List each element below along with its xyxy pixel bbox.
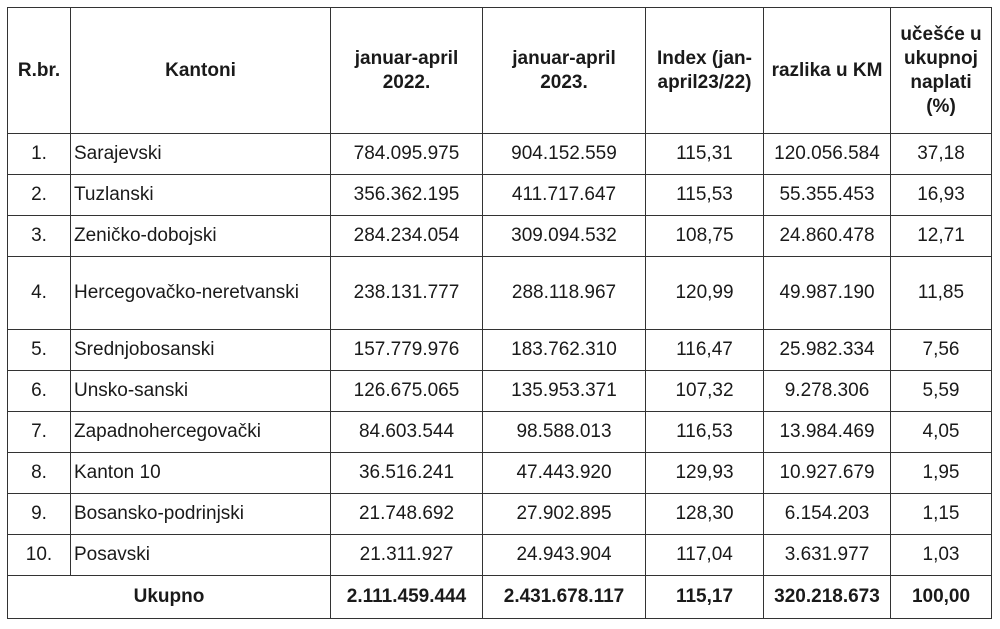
total-ucesce: 100,00	[891, 576, 992, 619]
header-row	[8, 8, 992, 134]
table-row	[8, 134, 992, 175]
cell-razlika: 24.860.478	[764, 216, 891, 257]
cell-razlika: 10.927.679	[764, 453, 891, 494]
revenue-by-canton-table	[7, 7, 992, 619]
cell-rbr: 7.	[8, 412, 71, 453]
header-2022: januar-april 2022.	[331, 8, 483, 134]
cell-index: 116,47	[646, 330, 764, 371]
cell-index: 115,53	[646, 175, 764, 216]
cell-2022: 784.095.975	[331, 134, 483, 175]
table-row	[8, 216, 992, 257]
cell-ucesce: 11,85	[891, 257, 992, 330]
total-index: 115,17	[646, 576, 764, 619]
cell-rbr: 2.	[8, 175, 71, 216]
table-row	[8, 453, 992, 494]
cell-ucesce: 1,03	[891, 535, 992, 576]
cell-ucesce: 16,93	[891, 175, 992, 216]
total-2023: 2.431.678.117	[483, 576, 646, 619]
cell-canton-name: Zeničko-dobojski	[71, 216, 331, 257]
cell-rbr: 5.	[8, 330, 71, 371]
table-header	[8, 8, 992, 134]
cell-2022: 238.131.777	[331, 257, 483, 330]
cell-2023: 135.953.371	[483, 371, 646, 412]
cell-canton-name: Srednjobosanski	[71, 330, 331, 371]
cell-2023: 27.902.895	[483, 494, 646, 535]
cell-canton-name: Tuzlanski	[71, 175, 331, 216]
cell-2023: 904.152.559	[483, 134, 646, 175]
cell-razlika: 9.278.306	[764, 371, 891, 412]
header-2023: januar-april 2023.	[483, 8, 646, 134]
header-rbr: R.br.	[8, 8, 71, 134]
cell-razlika: 55.355.453	[764, 175, 891, 216]
total-2022: 2.111.459.444	[331, 576, 483, 619]
header-ucesce: učešće u ukupnoj naplati (%)	[891, 8, 992, 134]
cell-index: 129,93	[646, 453, 764, 494]
table-body	[8, 134, 992, 576]
cell-rbr: 3.	[8, 216, 71, 257]
cell-ucesce: 1,95	[891, 453, 992, 494]
table-footer	[8, 576, 992, 619]
header-kantoni: Kantoni	[71, 8, 331, 134]
cell-canton-name: Unsko-sanski	[71, 371, 331, 412]
cell-rbr: 1.	[8, 134, 71, 175]
cell-2022: 356.362.195	[331, 175, 483, 216]
table-row	[8, 257, 992, 330]
cell-razlika: 13.984.469	[764, 412, 891, 453]
total-razlika: 320.218.673	[764, 576, 891, 619]
cell-ucesce: 5,59	[891, 371, 992, 412]
cell-2023: 183.762.310	[483, 330, 646, 371]
cell-index: 120,99	[646, 257, 764, 330]
cell-rbr: 4.	[8, 257, 71, 330]
cell-2022: 36.516.241	[331, 453, 483, 494]
cell-rbr: 6.	[8, 371, 71, 412]
table-row	[8, 412, 992, 453]
cell-2022: 126.675.065	[331, 371, 483, 412]
cell-razlika: 49.987.190	[764, 257, 891, 330]
cell-index: 108,75	[646, 216, 764, 257]
table-row	[8, 175, 992, 216]
cell-index: 116,53	[646, 412, 764, 453]
cell-2023: 24.943.904	[483, 535, 646, 576]
cell-index: 117,04	[646, 535, 764, 576]
cell-2023: 47.443.920	[483, 453, 646, 494]
cell-2022: 157.779.976	[331, 330, 483, 371]
cell-rbr: 10.	[8, 535, 71, 576]
cell-canton-name: Hercegovačko-neretvanski	[71, 257, 331, 330]
cell-ucesce: 1,15	[891, 494, 992, 535]
cell-canton-name: Zapadnohercegovački	[71, 412, 331, 453]
cell-canton-name: Sarajevski	[71, 134, 331, 175]
cell-index: 128,30	[646, 494, 764, 535]
cell-razlika: 3.631.977	[764, 535, 891, 576]
cell-razlika: 120.056.584	[764, 134, 891, 175]
cell-razlika: 6.154.203	[764, 494, 891, 535]
cell-rbr: 9.	[8, 494, 71, 535]
cell-2023: 309.094.532	[483, 216, 646, 257]
cell-razlika: 25.982.334	[764, 330, 891, 371]
cell-2023: 98.588.013	[483, 412, 646, 453]
cell-ucesce: 12,71	[891, 216, 992, 257]
cell-2023: 411.717.647	[483, 175, 646, 216]
cell-canton-name: Posavski	[71, 535, 331, 576]
total-label: Ukupno	[8, 576, 331, 619]
cell-rbr: 8.	[8, 453, 71, 494]
header-index: Index (jan-april23/22)	[646, 8, 764, 134]
cell-ucesce: 4,05	[891, 412, 992, 453]
cell-canton-name: Kanton 10	[71, 453, 331, 494]
header-razlika: razlika u KM	[764, 8, 891, 134]
cell-index: 107,32	[646, 371, 764, 412]
cell-canton-name: Bosansko-podrinjski	[71, 494, 331, 535]
cell-2022: 84.603.544	[331, 412, 483, 453]
cell-2022: 21.311.927	[331, 535, 483, 576]
cell-ucesce: 37,18	[891, 134, 992, 175]
cell-2022: 284.234.054	[331, 216, 483, 257]
total-row	[8, 576, 992, 619]
cell-ucesce: 7,56	[891, 330, 992, 371]
cell-2022: 21.748.692	[331, 494, 483, 535]
table-row	[8, 494, 992, 535]
table-row	[8, 371, 992, 412]
table-row	[8, 535, 992, 576]
cell-index: 115,31	[646, 134, 764, 175]
table-row	[8, 330, 992, 371]
cell-2023: 288.118.967	[483, 257, 646, 330]
